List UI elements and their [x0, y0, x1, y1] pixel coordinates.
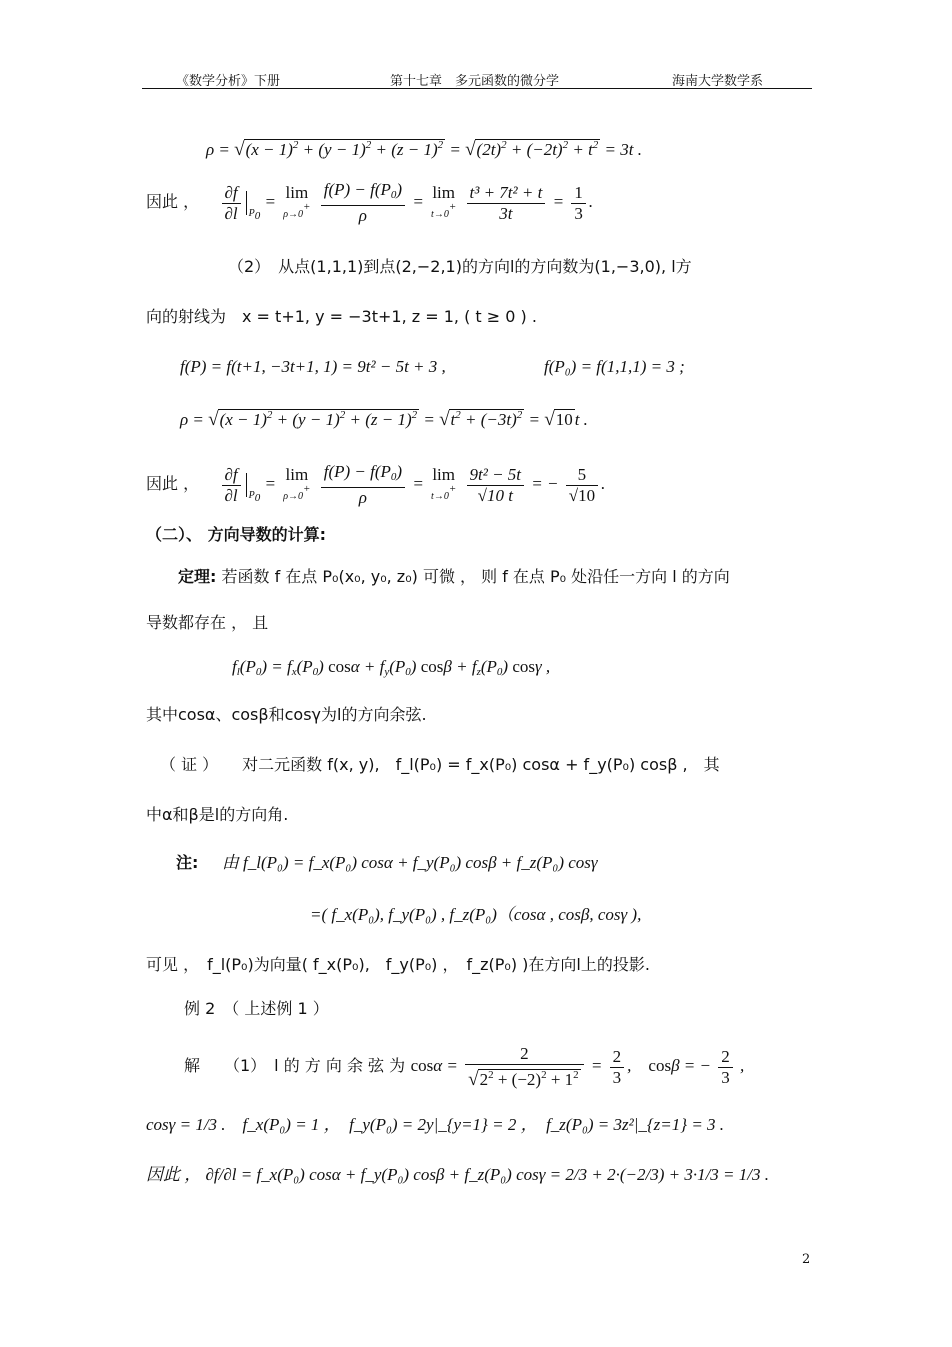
theorem-line-2: 导数都存在 ， 且: [146, 613, 269, 632]
example-label: 例 2 （ 上述例 1 ）: [184, 999, 329, 1018]
solution-line-1: 解 （1） l 的 方 向 余 弦 为 cosα = $\frac{2}{√2^2 + (-2)^2 + 1^2}$ = $\frac{2}{3}$ , cosβ = − $\frac{2}{3}$ ,: [184, 1044, 745, 1090]
projection-text: 可见 ， f_l(P₀)为向量( f_x(P₀), f_y(P₀) ， f_z(P₀) )在方向l上的投影.: [146, 955, 650, 974]
theorem-line-1: 定理: 若函数 f 在点 P₀(x₀, y₀, z₀) 可微 ， 则 f 在点 P₀ 处沿任一方向 l 的方向: [178, 567, 730, 586]
function-value-fp: f(P) = f(t+1, −3t+1, 1) = 9t² − 5t + 3 ,: [180, 357, 446, 376]
section-heading: （二）、 方向导数的计算:: [146, 525, 326, 544]
note-line-1: 注: 由 f_l(P₀) = f_x(P₀) cosα + f_y(P₀) cosβ + f_z(P₀) cosγ: [176, 853, 598, 872]
header-left: 《数学分析》下册: [176, 74, 281, 89]
rho-equation-1: $\rho = √(x - 1)^2 + (y - 1)^2 + (z - 1)^2 = √(2t)^2 + (-2t)^2 + t^2 = 3t$ .: [206, 139, 642, 160]
header-center: 第十七章 多元函数的微分学: [390, 74, 560, 89]
proof-line-1: （ 证 ） 对二元函数 f(x, y), f_l(P₀) = f_x(P₀) cosα + f_y(P₀) cosβ , 其: [160, 755, 720, 774]
proof-line-2: 中α和β是l的方向角.: [146, 805, 289, 824]
derivative-result-1: 因此 ， $\frac{\partial f}{\partial l}$ $_{P_0}$ = lim ρ→0+ $\frac{f(P) - f(P_0)}{\rho}$ = lim t→0+ $\frac{\text{t³ + 7t² + t}}{3t}$ = $\frac{1}{3}$ .: [146, 180, 594, 225]
rho-equation-2: $\rho = √(x - 1)^2 + (y - 1)^2 + (z - 1)^2 = √t^2 + (-3t)^2 = √10$ t .: [180, 409, 588, 430]
note-line-2: =( f_x(P₀), f_y(P₀) , f_z(P₀)（cosα , cosβ, cosγ ),: [310, 905, 642, 924]
paragraph-part2-line2: 向的射线为 x = t+1, y = −3t+1, z = 1, ( t ≥ 0 ) .: [146, 307, 537, 326]
final-result: 因此 ， ∂f/∂l = f_x(P₀) cosα + f_y(P₀) cosβ + f_z(P₀) cosγ = 2/3 + 2·(−2/3) + 3·1/3 = 1/3 .: [146, 1165, 770, 1184]
page-number: 2: [802, 1252, 811, 1267]
header-right: 海南大学数学系: [672, 74, 764, 89]
directional-derivative-formula: $f_l(P_0) = f_x(P_0) \cos\alpha + f_y(P_0) \cos\beta + f_z(P_0)$ cosγ ,: [232, 657, 551, 678]
derivative-result-2: 因此 ， $\frac{\partial f}{\partial l}$ $_{P_0}$ = lim ρ→0+ $\frac{f(P) - f(P_0)}{\rho}$ = lim t→0+ $\frac{\text{9t² − 5t}}{√10 t}$ = − $\frac{5}{√10}$ .: [146, 462, 606, 507]
function-value-fp0: f(P₀) = f(1,1,1) = 3 ;: [544, 357, 685, 376]
header-rule: [142, 88, 812, 89]
direction-cosine-text: 其中cosα、cosβ和cosγ为l的方向余弦.: [146, 705, 427, 724]
paragraph-part2-line1: （2） 从点(1,1,1)到点(2,−2,1)的方向l的方向数为(1,−3,0), l方: [228, 257, 692, 276]
solution-line-2: cosγ = 1/3 . f_x(P₀) = 1 ， f_y(P₀) = 2y|_{y=1} = 2 ， f_z(P₀) = 3z²|_{z=1} = 3 .: [146, 1115, 725, 1134]
